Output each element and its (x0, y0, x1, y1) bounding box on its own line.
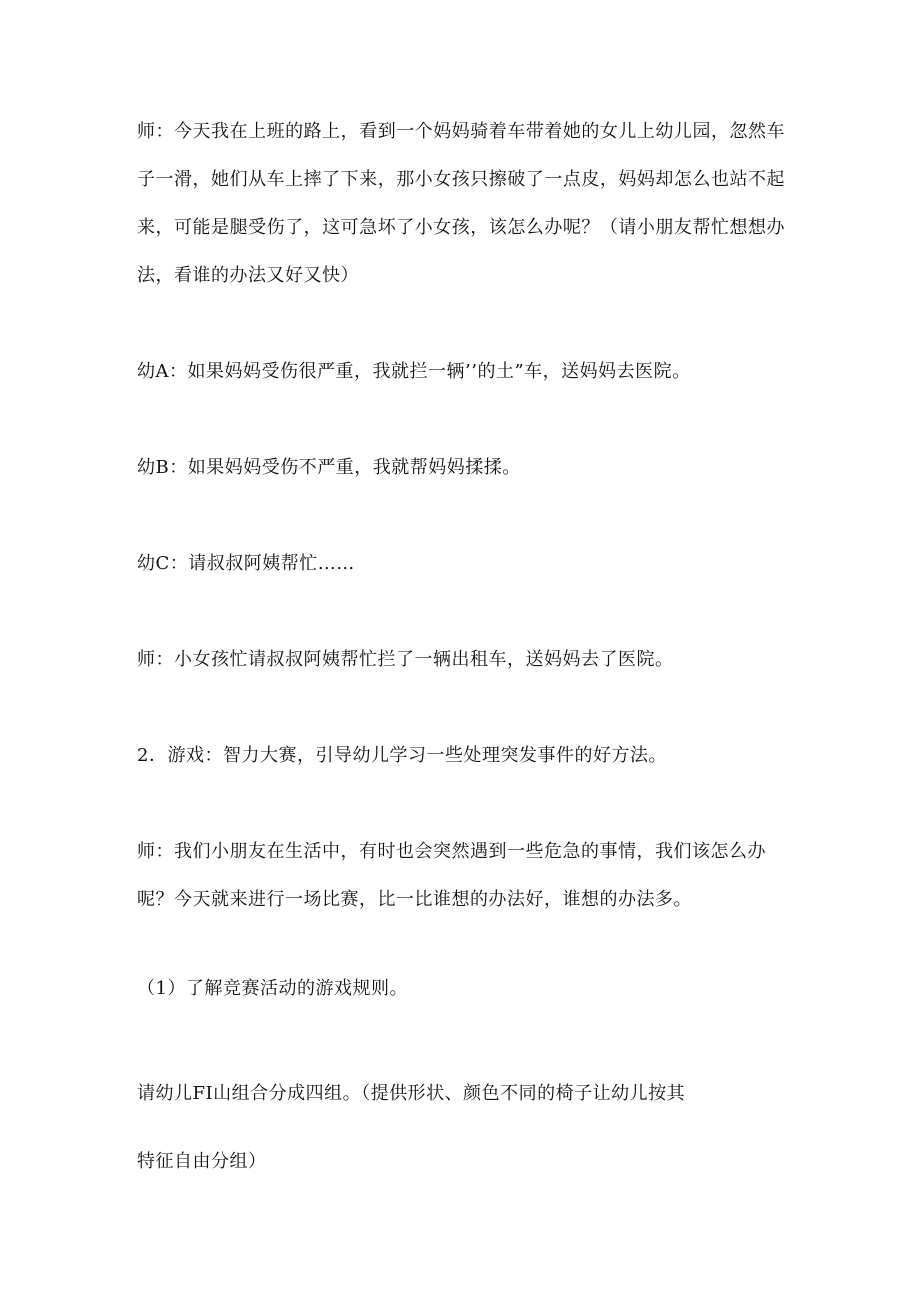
paragraph-grouping: 请幼儿FI山组合分成四组。（提供形状、颜色不同的椅子让幼儿按其 (137, 1083, 686, 1104)
paragraph-teacher-story: 师：今天我在上班的路上，看到一个妈妈骑着车带着她的女儿上幼儿园，忽然车子一滑，她们从车上摔了下来，那小女孩只擦破了一点皮，妈妈却怎么也站不起来，可能是腿受伤了，这可急坏了小女孩，该怎么办呢？（请小朋友帮忙想想办法，看谁的办法又好又快） (137, 121, 785, 286)
paragraph-child-b: 幼B：如果妈妈受伤不严重，我就帮妈妈揉揉。 (137, 457, 521, 478)
paragraph-child-a: 幼A：如果妈妈受伤很严重，我就拦一辆’’的土”车，送妈妈去医院。 (137, 361, 691, 382)
subheading-rules: （1）了解竞赛活动的游戏规则。 (137, 978, 408, 999)
paragraph-teacher-intro: 师：我们小朋友在生活中，有时也会突然遇到一些危急的事情，我们该怎么办呢？今天就来进行一场比赛，比一比谁想的办法好，谁想的办法多。 (137, 841, 766, 910)
paragraph-child-c: 幼C：请叔叔阿姨帮忙…… (137, 553, 355, 574)
section-heading-game: 2．游戏：智力大赛，引导幼儿学习一些处理突发事件的好方法。 (137, 745, 667, 766)
paragraph-grouping-continued: 特征自由分组） (137, 1151, 267, 1172)
paragraph-teacher-conclusion: 师：小女孩忙请叔叔阿姨帮忙拦了一辆出租车，送妈妈去了医院。 (137, 649, 674, 670)
